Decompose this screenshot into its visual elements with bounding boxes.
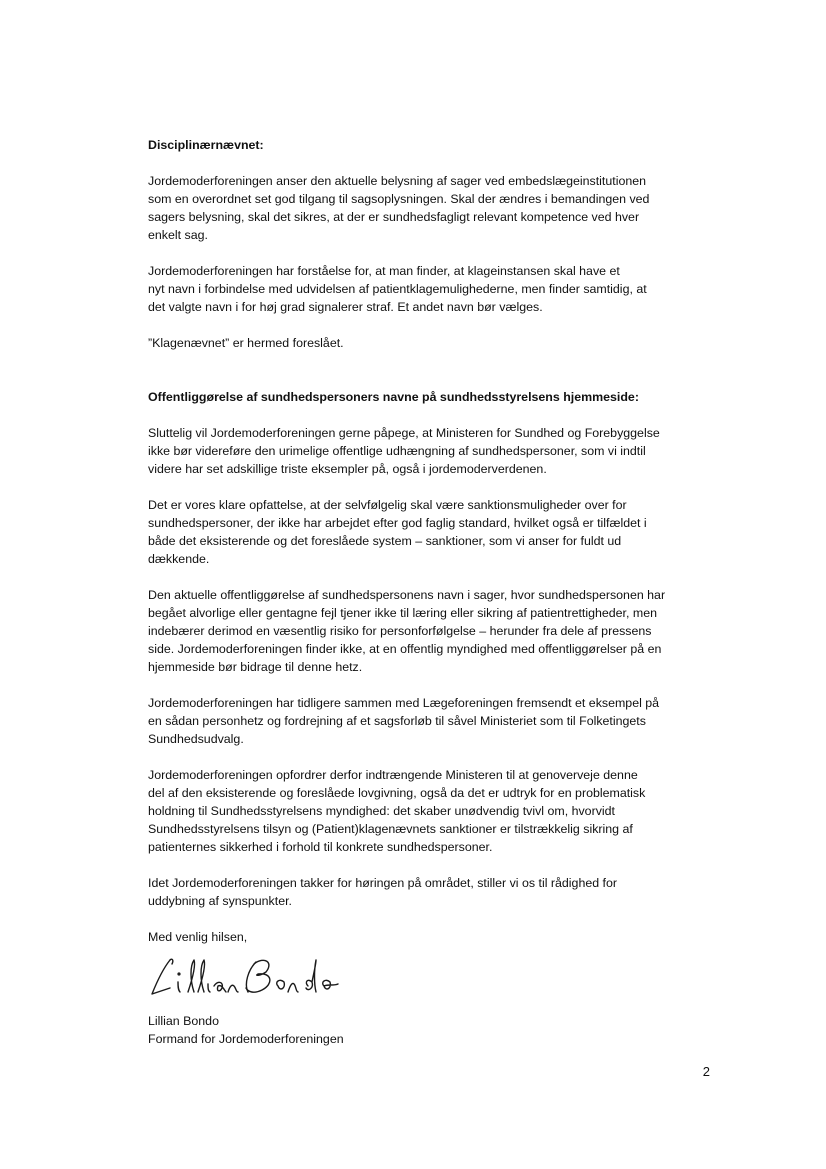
- section-heading: Disciplinærnævnet:: [148, 138, 264, 152]
- paragraph-line: som en overordnet set god tilgang til sagsoplysningen. Skal der ændres i bemandingen ved: [148, 192, 650, 206]
- paragraph: [148, 496, 708, 568]
- paragraph: [148, 586, 708, 676]
- paragraph: [148, 262, 708, 316]
- paragraph-line: Jordemoderforeningen opfordrer derfor indtrængende Ministeren til at genoverveje denne: [148, 768, 638, 782]
- paragraph: [148, 766, 708, 856]
- paragraph-line: det valgte navn i for høj grad signalerer straf. Et andet navn bør vælges.: [148, 300, 543, 314]
- paragraph-line: Det er vores klare opfattelse, at der selvfølgelig skal være sanktionsmuligheder over for: [148, 498, 627, 512]
- paragraph-line: Den aktuelle offentliggørelse af sundhedspersonens navn i sager, hvor sundhedspersonen har: [148, 588, 666, 602]
- section-heading: Offentliggørelse af sundhedspersoners navne på sundhedsstyrelsens hjemmeside:: [148, 390, 639, 404]
- section-gap: [148, 370, 708, 388]
- paragraph-line: både det eksisterende og det foreslåede system – sanktioner, som vi anser for fuldt ud: [148, 534, 622, 548]
- paragraph-line: indebærer derimod en væsentlig risiko for personforfølgelse – herunder fra dele af pressens: [148, 624, 652, 638]
- paragraph: [148, 334, 708, 352]
- letter-body: [148, 136, 708, 1048]
- paragraph-line: patienternes sikkerhed i forhold til konkrete sundhedspersoner.: [148, 840, 493, 854]
- signature-icon: [148, 950, 348, 1002]
- paragraph-line: sundhedspersoner, der ikke har arbejdet efter god faglig standard, hvilket også er tilfældet i: [148, 516, 647, 530]
- paragraph-line: Idet Jordemoderforeningen takker for høringen på området, stiller vi os til rådighed for: [148, 876, 618, 890]
- paragraph-line: holdning til Sundhedsstyrelsens myndighed: det skaber unødvendig tvivl om, hvorvidt: [148, 804, 615, 818]
- paragraph-line: Jordemoderforeningen har tidligere sammen med Lægeforeningen fremsendt et eksempel på: [148, 696, 660, 710]
- paragraph-line: enkelt sag.: [148, 228, 208, 242]
- paragraph-line: del af den eksisterende og foreslåede lovgivning, også da det er udtryk for en problematisk: [148, 786, 646, 800]
- paragraph: [148, 874, 708, 910]
- paragraph: [148, 694, 708, 748]
- paragraph-line: Sundhedsudvalg.: [148, 732, 244, 746]
- signer-title: Formand for Jordemoderforeningen: [148, 1032, 344, 1046]
- paragraph-line: Sundhedsstyrelsens tilsyn og (Patient)klagenævnets sanktioner er tilstrækkelig sikring af: [148, 822, 633, 836]
- paragraph: [148, 424, 708, 478]
- paragraph-line: begået alvorlige eller gentagne fejl tjener ikke til læring eller sikring af patientrettigheder, men: [148, 606, 657, 620]
- paragraph-line: side. Jordemoderforeningen finder ikke, at en offentlig myndighed med offentliggørelser på en: [148, 642, 662, 656]
- paragraph-line: hjemmeside bør bidrage til denne hetz.: [148, 660, 363, 674]
- paragraph-line: sagers belysning, skal det sikres, at der er sundhedsfagligt relevant kompetence ved hver: [148, 210, 640, 224]
- paragraph-line: Jordemoderforeningen har forståelse for, at man finder, at klageinstansen skal have et: [148, 264, 620, 278]
- closing-greeting: Med venlig hilsen,: [148, 930, 248, 944]
- paragraph: [148, 172, 708, 244]
- signer-name: Lillian Bondo: [148, 1014, 219, 1028]
- paragraph-line: nyt navn i forbindelse med udvidelsen af patientklagemulighederne, men finder samtidig, at: [148, 282, 647, 296]
- paragraph-line: ”Klagenævnet” er hermed foreslået.: [148, 336, 344, 350]
- paragraph-line: en sådan personhetz og fordrejning af et sagsforløb til såvel Ministeriet som til Folketingets: [148, 714, 646, 728]
- paragraph-line: ikke bør videreføre den urimelige offentlige udhængning af sundhedspersoner, som vi indtil: [148, 444, 646, 458]
- letter-sections: [148, 136, 708, 910]
- paragraph-line: dækkende.: [148, 552, 210, 566]
- paragraph-line: Sluttelig vil Jordemoderforeningen gerne påpege, at Ministeren for Sundhed og Forebyggelse: [148, 426, 660, 440]
- page-number: 2: [702, 1064, 710, 1079]
- paragraph-line: uddybning af synspunkter.: [148, 894, 292, 908]
- paragraph-line: Jordemoderforeningen anser den aktuelle belysning af sager ved embedslægeinstitutionen: [148, 174, 647, 188]
- paragraph-line: videre har set adskillige triste eksempler på, også i jordemoderverdenen.: [148, 462, 547, 476]
